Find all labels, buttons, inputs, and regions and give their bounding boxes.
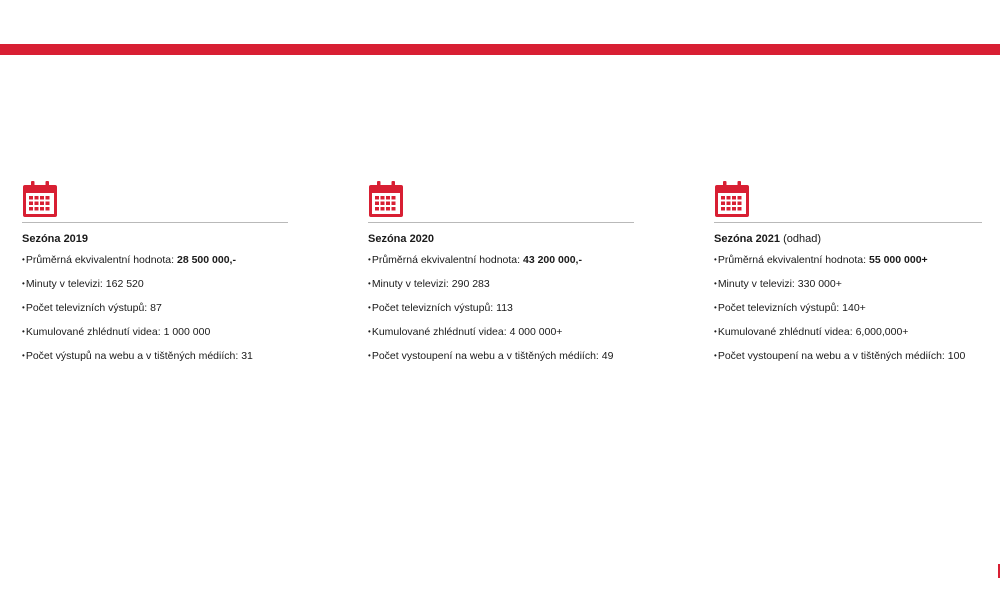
stat-label: Kumulované zhlédnutí videa: — [25, 326, 164, 338]
stat-value: 162 520 — [105, 278, 144, 290]
stat-tv-outputs: •Počet televizních výstupů: 140+ — [714, 302, 866, 314]
season-label: Sezóna 2019 — [22, 233, 89, 245]
stat-label: Počet výstupů na webu a v tištěných médiích: — [25, 350, 242, 362]
stat-label: Kumulované zhlédnutí videa: — [717, 326, 856, 338]
stat-value: 49 — [601, 350, 614, 362]
stat-video-views: •Kumulované zhlédnutí videa: 6,000,000+ — [714, 326, 909, 338]
stat-value: 6,000,000+ — [855, 326, 909, 338]
season-title — [22, 232, 288, 246]
stat-value: 55 000 000+ — [869, 254, 928, 266]
stat-label: Kumulované zhlédnutí videa: — [371, 326, 510, 338]
stat-value: 28 500 000,- — [177, 254, 236, 266]
stats-list — [22, 254, 288, 362]
stat-value: 330 000+ — [797, 278, 842, 290]
stat-label: Minuty v televizi: — [25, 278, 106, 290]
stat-web-print: •Počet vystoupení na webu a v tištěných médiích: 49 — [368, 350, 614, 362]
stat-tv-minutes: •Minuty v televizi: 290 283 — [368, 278, 490, 290]
stat-label: Počet televizních výstupů: — [371, 302, 497, 314]
divider — [714, 222, 982, 223]
stat-tv-minutes: •Minuty v televizi: 330 000+ — [714, 278, 842, 290]
stats-list — [714, 254, 982, 362]
season-note: (odhad) — [780, 233, 822, 245]
stat-equivalent-value: •Průměrná ekvivalentní hodnota: 43 200 000,- — [368, 254, 582, 266]
stat-label: Počet vystoupení na webu a v tištěných médiích: — [371, 350, 602, 362]
stat-label: Průměrná ekvivalentní hodnota: — [717, 254, 869, 266]
season-column-2020 — [368, 180, 634, 374]
stat-label: Počet vystoupení na webu a v tištěných médiích: — [717, 350, 948, 362]
season-label: Sezóna 2021 — [714, 233, 781, 245]
stat-label: Počet televizních výstupů: — [717, 302, 843, 314]
season-column-2021 — [714, 180, 982, 374]
season-title — [714, 232, 982, 246]
stat-label: Minuty v televizi: — [717, 278, 798, 290]
stat-tv-minutes: •Minuty v televizi: 162 520 — [22, 278, 144, 290]
stat-value: 1 000 000 — [163, 326, 211, 338]
calendar-icon — [714, 180, 750, 218]
stat-value: 140+ — [842, 302, 866, 314]
stat-label: Průměrná ekvivalentní hodnota: — [25, 254, 177, 266]
calendar-icon — [22, 180, 58, 218]
season-title — [368, 232, 634, 246]
stat-equivalent-value: •Průměrná ekvivalentní hodnota: 55 000 000+ — [714, 254, 928, 266]
stat-value: 31 — [241, 350, 253, 362]
stat-value: 87 — [150, 302, 162, 314]
calendar-icon — [368, 180, 404, 218]
stat-value: 4 000 000+ — [509, 326, 563, 338]
stat-video-views: •Kumulované zhlédnutí videa: 4 000 000+ — [368, 326, 563, 338]
stat-label: Minuty v televizi: — [371, 278, 452, 290]
divider — [368, 222, 634, 223]
stat-value: 290 283 — [451, 278, 490, 290]
stat-value: 100 — [947, 350, 966, 362]
stats-list — [368, 254, 634, 362]
divider — [22, 222, 288, 223]
stat-value: 113 — [496, 302, 513, 314]
stat-web-print: •Počet výstupů na webu a v tištěných médiích: 31 — [22, 350, 253, 362]
stat-label: Průměrná ekvivalentní hodnota: — [371, 254, 523, 266]
stat-value: 43 200 000,- — [523, 254, 582, 266]
stat-equivalent-value: •Průměrná ekvivalentní hodnota: 28 500 000,- — [22, 254, 236, 266]
stat-label: Počet televizních výstupů: — [25, 302, 151, 314]
stat-video-views: •Kumulované zhlédnutí videa: 1 000 000 — [22, 326, 211, 338]
stat-tv-outputs: •Počet televizních výstupů: 87 — [22, 302, 162, 314]
top-accent-bar — [0, 44, 1000, 55]
stat-tv-outputs: •Počet televizních výstupů: 113 — [368, 302, 513, 314]
season-label: Sezóna 2020 — [368, 233, 435, 245]
stat-web-print: •Počet vystoupení na webu a v tištěných médiích: 100 — [714, 350, 966, 362]
season-column-2019 — [22, 180, 288, 374]
